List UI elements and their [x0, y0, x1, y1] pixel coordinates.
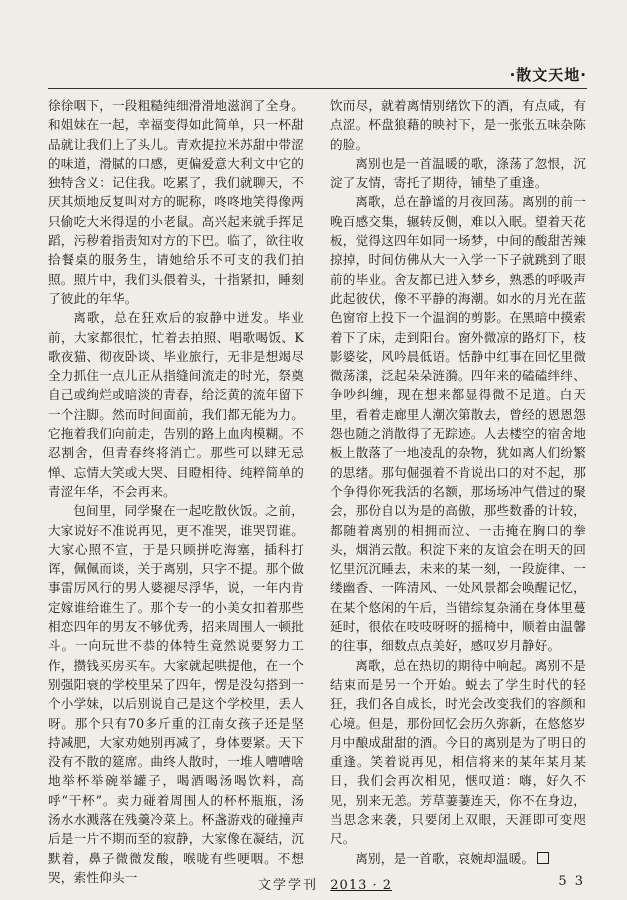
paragraph: 离歌，总在热切的期待中响起。离别不是结束而是另一个开始。蜕去了学生时代的轻狂，我们各自成长，时光会改变我们的容颜和心境。但是，那份回忆会历久弥新，在悠悠岁月中酿成甜甜的酒。今日的离别是为了明日的重逢。笑着说再见，相信将来的某年某月某日，我们会再次相见，惬叹道：嗨，好久不见，别来无恙。芳草萋萋连天，你不在身边，当思念来袭，只要闭上双眼，天涯即可变咫尺。: [330, 657, 586, 847]
paragraph: 离歌，总在狂欢后的寂静中迸发。毕业前，大家都很忙，忙着去拍照、唱歌喝饭、K歌夜猫、彻夜卧谈、毕业旅行，无非是想竭尽全力抓住一点儿正从指缝间流走的时光，祭奠自己或绚烂或暗淡的青春，给泛黄的流年留下一个注脚。然而时间面前，我们都无能为力。它拖着我们向前走，告别的路上血肉模糊。不忍割舍，但青春终将消亡。那些可以肆无忌惮、忘情大笑或大哭、目瞪相待、纯粹简单的青涩年华，不会再来。: [48, 310, 304, 499]
header-rule: [48, 88, 587, 89]
magazine-footer: [258, 874, 392, 893]
page-number: 5 3: [558, 874, 585, 889]
paragraph: 离别也是一首温暖的歌，涤荡了忽恨，沉淀了友情，寄托了期待，铺垫了重逢。: [330, 155, 586, 191]
section-title: ·散文天地·: [509, 66, 587, 84]
magazine-name: 文学学刊: [258, 878, 319, 893]
paragraph: 徐徐咽下，一段粗糙纯细滑滑地滋润了全身。和姐妹在一起，幸福变得如此简单，只一杯甜品就让我们上了头儿。青欢提拉米苏甜中带涩的味道，滑腻的口感，更偏爱意大利文中它的独特含义：记住我。吃累了，我们就聊天，不厌其烦地反复叫对方的昵称，咚咚地笑得像两只偷吃大米得逞的小老鼠。高兴起来就手挥足蹈，污秽着指责知对方的下巴。临了，欲往收拾餐桌的服务生，请她给乐不可支的我们拍照。照片中，我们头偎着头，十指紧扣，睡刻了彼此的年华。: [48, 98, 304, 306]
right-column: [330, 96, 586, 868]
issue-number: 2013 · 2: [330, 878, 393, 893]
closing-text: 离别，是一首歌，哀婉却温暖。: [355, 850, 535, 866]
closing-paragraph: [330, 849, 586, 868]
section-header: [510, 64, 587, 85]
paragraph: 包间里，同学聚在一起吃散伙饭。之前，大家说好不准说再见，更不准哭，谁哭罚谁。大家心照不宣，于是只顾拼吃海塞，插科打诨，佩佩而谈，关于离别，只字不提。那个做事雷厉风行的男人婆褪尽浮华，说，一年内肯定嫁谁给谁生了。那个专一的小美女扣着那些相恋四年的男友不够优秀，招来周围人一顿批斗。一向玩世不恭的体特生竟然说要努力工作，攒钱买房买车。大家就起哄提他，在一个别强阳衰的学校里呆了四年，愣是没勾搭到一个小学妹，以后别说自己是这个学校里，丢人呀。那个只有70多斤重的江南女孩子还是坚持减肥，大家劝她别再减了，身体要紧。天下没有不散的筵席。曲终人散时，一堆人嘈嘈啥地举杯举碗举罐子，喝酒喝汤喝饮料，高呼“干杯”。卖力碰着周围人的杯杯瓶瓶，汤汤水水溅落在残羹冷菜上。杯盏游戏的碰撞声后是一片不期而至的寂静，大家像在凝结，沉默着，鼻子微微发酸，喉咙有些哽咽。不想哭，索性仰头一: [48, 503, 304, 885]
paragraph: 离歌，总在静谧的月夜回荡。离别的前一晚百感交集，辗转反侧，难以入眠。望着天花板，觉得这四年如同一场梦，中间的酸甜苦辣掠掉，时间仿佛从大一入学一下子就跳到了眼前的毕业。舍友都已进入梦乡，熟悉的呼吸声此起彼伏，像不平静的海潮。如水的月光在蓝色窗帘上投下一个温润的剪影。在黑暗中摸索着下了床，走到阳台。窗外微凉的路灯下，枝影婆娑，风吟晨低语。恬静中红事在回忆里微微荡漾，泛起朵朵涟漪。四年来的磕磕绊绊、争吵纠缠，现在想来都显得微不足道。白天里，看着走廊里人潮次第散去，曾经的恩恩怨怨也随之消散得了无踪迹。人去楼空的宿舍地板上散落了一地凌乱的杂物，犹如离人们纷繁的思绪。那句倔强着不肯说出口的对不起，那个争得你死我活的名额，那场场冲气借过的聚会，那份自以为是的高傲，那些数番的计较，都随着离别的相拥而泣、一击掩在胸口的拳头，烟消云散。积淀下来的友谊会在明天的回忆里沉沉睡去，未来的某一刻，一段旋律、一缕幽香、一阵清风、一处风景都会唤醒记忆，在某个悠闲的午后，当错综复杂涌在身体里蔓延时，很依在吱吱呀呀的摇椅中，顺着由温馨的往事，细数点点美好，感叹岁月静好。: [330, 194, 586, 654]
end-mark-icon: [537, 852, 549, 864]
left-column: [48, 96, 304, 887]
paragraph: 饮而尽，就着离情别绪饮下的酒，有点咸，有点涩。杯盘狼藉的映衬下，是一张张五味杂陈的脸。: [330, 98, 586, 152]
